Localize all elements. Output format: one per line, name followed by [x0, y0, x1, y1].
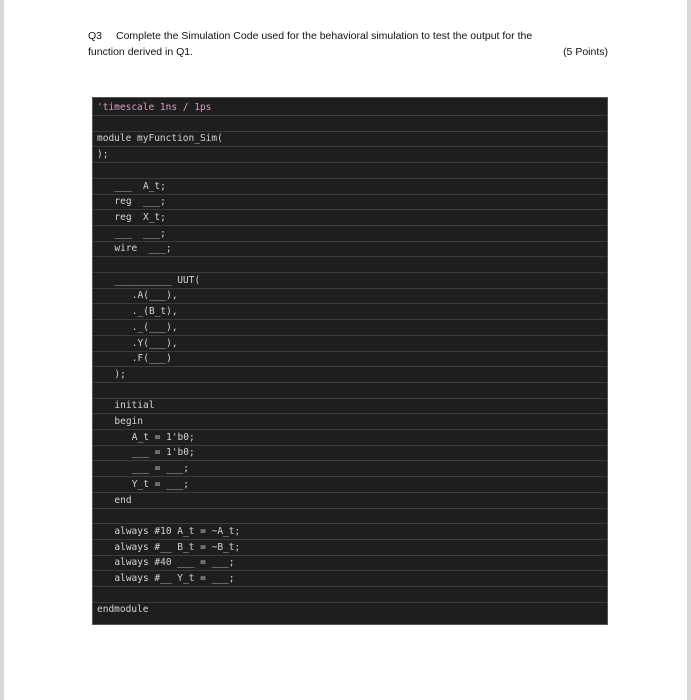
question-points: (5 Points)	[563, 46, 608, 58]
code-line-blank1	[93, 117, 607, 132]
code-line-blank5	[93, 509, 607, 524]
code-line-endmodule	[93, 603, 607, 618]
code-line-port-a	[93, 289, 607, 304]
question-line-2	[88, 46, 608, 58]
code-line-end	[93, 494, 607, 509]
code-text: endmodule	[97, 604, 149, 616]
code-text: ___ = 1'b0;	[131, 447, 195, 459]
code-line-port-y	[93, 337, 607, 352]
code-line-blank6	[93, 588, 607, 603]
code-text: always #__ B_t = ~B_t;	[114, 541, 241, 553]
code-line-init-a	[93, 431, 607, 446]
code-text: begin	[114, 416, 143, 427]
code-editor-panel	[92, 97, 608, 625]
code-line-blank4	[93, 384, 607, 399]
code-text: always #__ Y_t = ___;	[114, 573, 235, 584]
code-line-port-b	[93, 305, 607, 320]
code-line-blank2	[93, 164, 607, 179]
code-line-decl-at	[93, 180, 607, 195]
code-text: initial	[114, 400, 155, 412]
code-text: );	[97, 149, 109, 161]
code-line-timescale	[93, 101, 607, 116]
question-number: Q3	[88, 30, 103, 42]
code-line-init-c	[93, 462, 607, 477]
code-text: __________ UUT(	[114, 274, 201, 286]
code-text: end	[114, 494, 132, 506]
code-line-close1	[93, 148, 607, 163]
code-text: .Y(___),	[131, 337, 178, 349]
code-text: ._(___),	[131, 321, 178, 333]
worksheet-page	[4, 0, 687, 700]
code-line-always2	[93, 541, 607, 556]
code-line-decl-reg1	[93, 195, 607, 210]
code-line-initial	[93, 399, 607, 414]
code-text: A_t = 1'b0;	[131, 431, 195, 443]
code-text: );	[114, 368, 126, 380]
code-text: 'timescale 1ns / 1ps	[97, 102, 212, 113]
code-text: wire ___;	[114, 243, 172, 255]
code-text: reg ___;	[114, 196, 166, 208]
code-text: module myFunction_Sim(	[97, 133, 223, 145]
question-text-continued: function derived in Q1.	[88, 46, 194, 58]
code-text: always #10 A_t = ~A_t;	[114, 525, 241, 537]
code-text: reg X_t;	[114, 211, 166, 223]
code-line-uut	[93, 274, 607, 289]
code-text: always #40 ___ = ___;	[114, 557, 235, 569]
code-line-decl-reg2	[93, 211, 607, 226]
question-line-1	[88, 30, 532, 42]
code-line-always1	[93, 525, 607, 540]
code-line-decl-blank	[93, 227, 607, 242]
code-line-always3	[93, 556, 607, 571]
code-line-always4	[93, 572, 607, 587]
code-text: ___ ___;	[114, 227, 166, 239]
code-text: ___ A_t;	[114, 180, 166, 192]
question-text: Complete the Simulation Code used for the behavioral simulation to test the output for the	[116, 30, 533, 42]
code-line-decl-wire	[93, 242, 607, 257]
code-line-port-c	[93, 321, 607, 336]
code-text: ___ = ___;	[131, 463, 189, 475]
code-line-port-f	[93, 352, 607, 367]
code-text: Y_t = ___;	[131, 478, 189, 490]
code-line-close2	[93, 368, 607, 383]
code-text: ._(B_t),	[131, 306, 178, 318]
code-text: .A(___),	[131, 290, 178, 302]
code-line-module	[93, 132, 607, 147]
code-text: .F(___)	[131, 353, 172, 365]
code-line-begin	[93, 415, 607, 430]
code-line-blank3	[93, 258, 607, 273]
code-line-init-y	[93, 478, 607, 493]
code-line-init-b	[93, 446, 607, 461]
